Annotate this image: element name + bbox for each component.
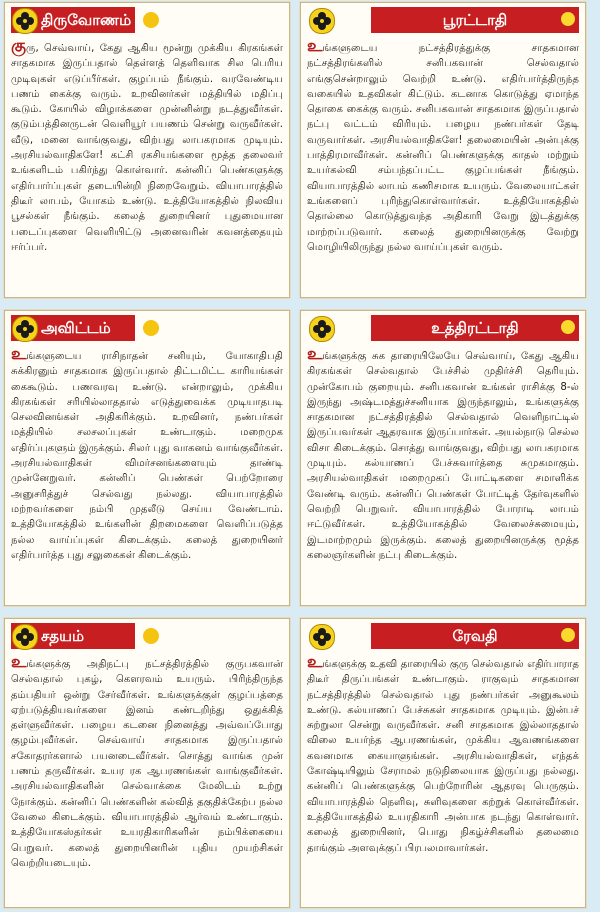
- card-uthirattathi: [300, 310, 586, 606]
- prediction-text: ங்களுடைய நட்சத்திரத்துக்கு சாதகமான நட்சத்திரங்களில் சனிபகவான் செல்வதால் எங்குசென்றாலும் வெற்றி உண்டு. எதிர்பார்த்திருந்த வகையில் உதவிகள் கிட்டும். கடனாக கொடுத்து ஏமாந்த தொகை கைக்கு வரும். சனிபகவான் சாதகமாக இருப்பதால் நட்பு வட்டம் விரியும். பழைய நண்பர்கள் தேடி வருவார்கள். அரசியல்வாதிகளே! தலைமையின் அன்புக்கு பாத்திரமாவீர்கள். கன்னிப் பெண்களுக்கு காதல் மற்றும் உயர்கல்வி சம்பந்தப்பட்ட குழப்பங்கள் நீங்கும். வியாபாரத்தில் லாபம் கணிசமாக உயரும். வேலையாட்கள் உங்களைப் புரிந்துகொள்வார்கள். உத்தியோகத்தில் தொல்லை கொடுத்துவந்த அதிகாரி வேறு இடத்துக்கு மாற்றப்படுவார். கலைத் துறையினருக்கு வேற்று மொழியிலிருந்து நல்ல வாய்ப்புகள் வரும்.: [307, 43, 579, 253]
- moon-icon: [143, 320, 159, 336]
- card-title: அவிட்டம்: [11, 315, 135, 341]
- card-title: ரேவதி: [371, 623, 579, 649]
- clover-icon: [309, 8, 335, 34]
- card-title: பூரட்டாதி: [371, 7, 579, 33]
- clover-icon: [12, 316, 38, 342]
- moon-icon: [561, 320, 575, 334]
- card-revathi: [300, 618, 586, 908]
- card-header: [11, 623, 283, 649]
- first-letter: உ: [11, 344, 27, 364]
- card-header: [11, 315, 283, 341]
- card-header: [307, 315, 579, 341]
- card-header: [11, 7, 283, 33]
- first-letter: கு: [11, 36, 27, 56]
- moon-icon: [561, 628, 575, 642]
- card-title: சதயம்: [11, 623, 135, 649]
- prediction-text: ங்களுக்கு உதவி தாரையில் குரு செல்வதால் எதிர்பாராத திடீர் திருப்பங்கள் உண்டாகும். ராகுவும் சாதகமான நட்சத்திரத்தில் செல்வதால் புது நண்பர்கள் அனுகூலம் உண்டு. கல்யாணப் பேச்சுகள் சாதகமாக முடியும். இன்பச் சுற்றுலா சென்று வருவீர்கள். சனி சாதகமாக இல்லாததால் விலை உயர்ந்த ஆபரணங்கள், முக்கிய ஆவணங்களை கவனமாக கையாளுங்கள். அரசியல்வாதிகள், எந்தக் கோஷ்டியிலும் சேராமல் நடுநிலையாக இருப்பது நல்லது. கன்னிப் பெண்களுக்கு பெற்றோரின் ஆதரவு பெருகும். வியாபாரத்தில் நெளிவு, சுளிவுகளை கற்றுக் கொள்வீர்கள். உத்தியோகத்தில் உயரதிகாரி அன்பாக நடந்து கொள்வார். கலைத் துறையினர், பொது நிகழ்ச்சிகளில் தலைமை தாங்கும் அளவுக்குப் பிரபலமாவார்கள்.: [307, 659, 579, 854]
- card-text: [5, 33, 289, 255]
- card-text: [301, 649, 585, 856]
- first-letter: உ: [307, 652, 323, 672]
- clover-icon: [309, 316, 335, 342]
- first-letter: உ: [307, 344, 323, 364]
- card-header: [307, 623, 579, 649]
- card-title: உத்திரட்டாதி: [371, 315, 579, 341]
- moon-icon: [143, 12, 159, 28]
- moon-icon: [561, 12, 575, 26]
- card-text: [5, 649, 289, 871]
- prediction-text: ங்களுக்கு சுக தாரையிலேயே செவ்வாய், கேது ஆகிய கிரகங்கள் செல்வதால் பேச்சில் முதிர்ச்சி தெரியும். முன்கோபம் குறையும். சனிபகவான் உங்கள் ராசிக்கு 8-ல் இருந்து அஷ்டமத்துச்சனியாக இருந்தாலும், உங்களுக்கு சாதகமான நட்சத்திரத்தில் செல்வதால் வெளிநாட்டில் இருப்பவர்கள் ஆதரவாக இருப்பார்கள். அயல்நாடு செல்ல விசா கிடைக்கும். சொத்து வாங்குவது, விற்பது லாபகரமாக முடியும். கல்யாணப் பேச்சுவார்த்தை சுமுகமாகும். அரசியல்வாதிகள் மறைமுகப் போட்டிகளை சமாளிக்க வேண்டி வரும். கன்னிப் பெண்கள் போட்டித் தேர்வுகளில் வெற்றி பெறுவர். வியாபாரத்தில் போராடி லாபம் ஈட்டுவீர்கள். உத்தியோகத்தில் வேலைச்சுமையும், இடமாற்றமும் இருக்கும். கலைத் துறையினருக்கு மூத்த கலைஞர்களின் நட்பு கிடைக்கும்.: [307, 351, 579, 561]
- clover-icon: [12, 8, 38, 34]
- card-text: [5, 341, 289, 563]
- prediction-text: ங்களுடைய ராசிநாதன் சனியும், யோகாதிபதி சுக்கிரனும் சாதகமாக இருப்பதால் திட்டமிட்ட காரியங்கள் கைகூடும். பணவரவு உண்டு. என்றாலும், முக்கிய கிரகங்கள் சரியில்லாததால் எடுத்துவைக்க முடியாதபடி செலவினங்கள் அதிகரிக்கும். உறவினர், நண்பர்கள் மத்தியில் சலசலப்புகள் உண்டாகும். மறைமுக எதிர்ப்புகளும் இருக்கும். சிலர் புது வாகனம் வாங்குவீர்கள். அரசியல்வாதிகள் விமர்சனங்களையும் தாண்டி முன்னேறுவர். கன்னிப் பெண்கள் பெற்றோரை அனுசரித்துச் செல்வது நல்லது. வியாபாரத்தில் மற்றவர்களை நம்பி முதலீடு செய்ய வேண்டாம். உத்தியோகத்தில் உங்களின் திறமைகளை வெளிப்படுத்த நல்ல வாய்ப்புகள் கிடைக்கும். கலைத் துறையினர் எதிர்பார்த்த புது சலுகைகள் கிடைக்கும்.: [11, 351, 283, 561]
- card-title: திருவோணம்: [11, 7, 135, 33]
- card-sadhayam: [4, 618, 290, 908]
- moon-icon: [143, 628, 159, 644]
- first-letter: உ: [11, 652, 27, 672]
- card-text: [301, 341, 585, 563]
- clover-icon: [309, 624, 335, 650]
- card-text: [301, 33, 585, 255]
- card-poorattathi: [300, 2, 586, 298]
- prediction-text: ரு, செவ்வாய், கேது ஆகிய மூன்று முக்கிய கிரகங்கள் சாதகமாக இருப்பதால் தெள்ளத் தெளிவாக சில பெரிய முடிவுகள் எடுப்பீர்கள். குழப்பம் நீங்கும். வரவேண்டிய பணம் கைக்கு வரும். உறவினர்கள் மத்தியில் மதிப்பு கூடும். கோயில் விழாக்களை முன்னின்று நடத்துவீர்கள். குடும்பத்தினருடன் வெளியூர் பயணம் சென்று வருவீர்கள். வீடு, மனை வாங்குவது, விற்பது லாபகரமாக முடியும். அரசியல்வாதிகளே! கட்சி ரகசியங்களை மூத்த தலைவர் உங்களிடம் பகிர்ந்து கொள்வார். கன்னிப் பெண்களுக்கு எதிர்பார்ப்புகள் தடையின்றி நிறைவேறும். வியாபாரத்தில் திடீர் லாபம், யோகம் உண்டு. உத்தியோகத்தில் நிலவிய பூசல்கள் நீங்கும். கலைத் துறையினர் புதுமையான படைப்புகளை வெளியிட்டு அனைவரின் கவனத்தையும் ஈர்ப்பர்.: [11, 43, 283, 253]
- card-header: [307, 7, 579, 33]
- card-thiruvonam: [4, 2, 290, 298]
- card-avittam: [4, 310, 290, 606]
- prediction-text: ங்களுக்கு அதிநட்பு நட்சத்திரத்தில் குருபகவான் செல்வதால் புகழ், கௌரவம் உயரும். பிரிந்திருந்த தம்பதியர் ஒன்று சேர்வீர்கள். உங்களுக்குள் குழப்பத்தை ஏற்படுத்தியவர்களை இனம் கண்டறிந்து ஒதுக்கித் தள்ளுவீர்கள். பழைய கடனை நினைத்து அவ்வப்போது குழம்புவீர்கள். செவ்வாய் சாதகமாக இருப்பதால் சகோதரர்களால் பயனடைவீர்கள். சொத்து வாங்க முன் பணம் தருவீர்கள். உயர ரக ஆபரணங்கள் வாங்குவீர்கள். அரசியல்வாதிகளின் செல்வாக்கை மேலிடம் உற்று நோக்கும். கன்னிப் பெண்களின் கல்வித் தகுதிக்கேற்ப நல்ல வேலை கிடைக்கும். வியாபாரத்தில் ஆர்வம் உண்டாகும். உத்தியோகஸ்தர்கள் உயரதிகாரிகளின் நம்பிக்கையை பெறுவர். கலைத் துறையினரின் புதிய முயற்சிகள் வெற்றியடையும்.: [11, 659, 283, 869]
- clover-icon: [12, 624, 38, 650]
- first-letter: உ: [307, 36, 323, 56]
